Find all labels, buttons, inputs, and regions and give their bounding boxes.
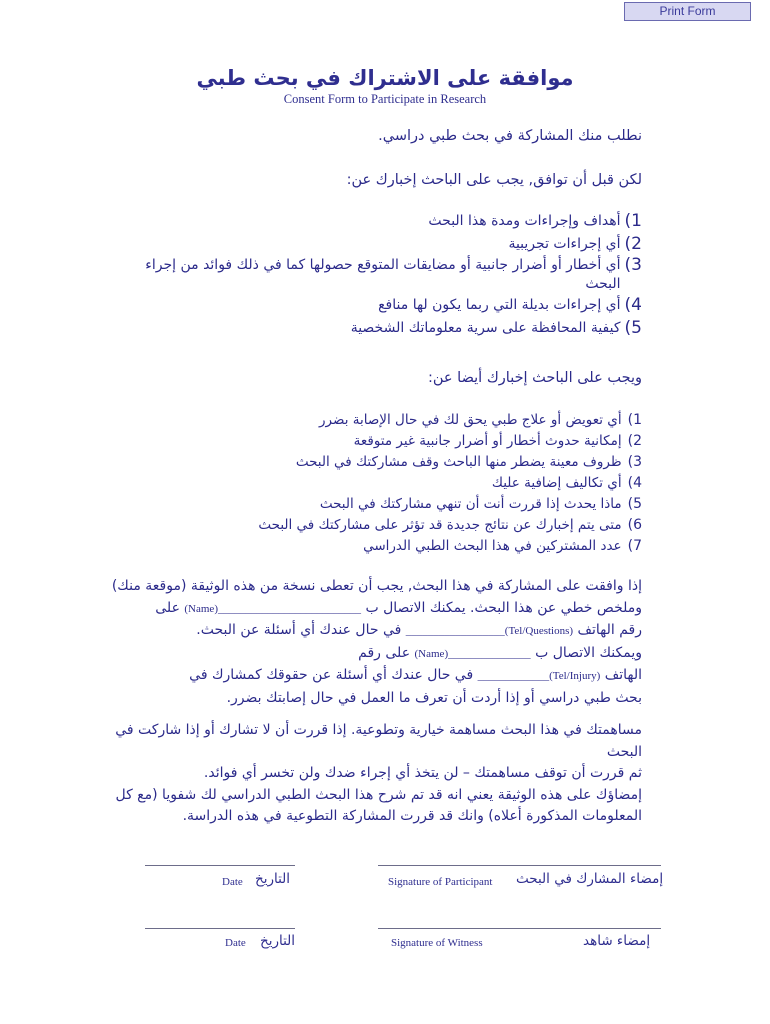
list-item — [132, 317, 642, 340]
questions-phone-field[interactable]: __________________(Tel/Questions) — [405, 625, 574, 637]
researcher-duties-list — [132, 210, 642, 340]
list-number: 2) — [627, 433, 642, 449]
list-item — [132, 256, 642, 294]
injury-phone-field[interactable]: _____________(Tel/Injury) — [477, 670, 601, 682]
list-number: 3) — [624, 255, 642, 275]
list-number: 6) — [627, 517, 642, 533]
list-item — [258, 515, 642, 536]
participant-signature-label-en: Signature of Participant — [388, 876, 493, 888]
list-item — [132, 210, 642, 233]
participant-signature-label-ar: إمضاء المشارك في البحث — [516, 871, 664, 887]
voluntary-paragraph — [82, 720, 642, 828]
contact-line: إذا وافقت على المشاركة في هذا البحث, يجب أن تعطى نسخة من هذه الوثيقة (موقعة منك) — [111, 578, 642, 594]
voluntary-line: مساهمتك في هذا البحث مساهمة خيارية وتطوعية. إذا قررت أن لا تشارك أو إذا شاركت في البحث — [115, 722, 642, 760]
voluntary-line: ثم قررت أن توقف مساهمتك – لن يتخذ أي إجراء ضدك ولن تخسر أي فوائد. — [203, 765, 642, 781]
list-number: 1) — [627, 412, 642, 428]
print-form-button[interactable]: Print Form — [624, 2, 751, 21]
list-number: 3) — [627, 454, 642, 470]
list-text: إمكانية حدوث أخطار أو أضرار جانبية غير متوقعة — [353, 433, 622, 449]
list-number: 5) — [624, 318, 642, 338]
list-text: أي أخطار أو أضرار جانبية أو مضايقات المتوقع حصولها كما في ذلك فوائد من إجراء البحث — [145, 257, 621, 292]
list-item — [132, 233, 642, 256]
additional-info-list — [258, 410, 642, 557]
contact-name-field[interactable]: (Name)__________________________ — [184, 602, 361, 615]
list-text: ظروف معينة يضطر منها الباحث وقف مشاركتك في البحث — [295, 454, 622, 470]
injury-contact-name-field[interactable]: (Name)_______________ — [414, 647, 531, 660]
list-item — [258, 536, 642, 557]
contact-paragraph — [82, 576, 642, 709]
list-item — [132, 294, 642, 317]
intro-also-tell: ويجب على الباحث إخبارك أيضا عن: — [427, 370, 642, 386]
witness-signature-line[interactable] — [378, 928, 661, 929]
voluntary-line: المعلومات المذكورة أعلاه) وانك قد قررت المشاركة التطوعية في هذه الدراسة. — [182, 808, 642, 824]
list-item — [258, 494, 642, 515]
witness-signature-label-ar: إمضاء شاهد — [583, 933, 651, 949]
list-number: 2) — [624, 234, 642, 254]
list-number: 4) — [627, 475, 642, 491]
date-label-en: Date — [222, 876, 243, 888]
witness-signature-label-en: Signature of Witness — [391, 937, 483, 949]
intro-request: نطلب منك المشاركة في بحث طبي دراسي. — [378, 128, 642, 144]
list-text: كيفية المحافظة على سرية معلوماتك الشخصية — [350, 320, 621, 336]
list-number: 1) — [624, 211, 642, 231]
page-subtitle: Consent Form to Participate in Research — [283, 92, 487, 106]
date-label-ar: التاريخ — [255, 871, 291, 887]
list-text: أي تكاليف إضافية عليك — [491, 475, 622, 491]
contact-line: رقم الهاتف __________________(Tel/Questions) في حال عندك أي أسئلة عن البحث. — [196, 622, 642, 638]
list-text: متى يتم إخبارك عن نتائج جديدة قد تؤثر على مشاركتك في البحث — [258, 517, 622, 533]
voluntary-line: إمضاؤك على هذه الوثيقة يعني انه قد تم شرح هذا البحث الطبي الدراسي لك شفويا (مع كل — [115, 786, 642, 803]
contact-line: الهاتف _____________(Tel/Injury) في حال عندك أي أسئلة عن حقوقك كمشارك في — [189, 667, 642, 683]
participant-signature-line[interactable] — [378, 865, 661, 866]
list-number: 5) — [627, 496, 642, 512]
page-title: موافقة على الاشتراك في بحث طبي — [196, 66, 574, 90]
list-text: ماذا يحدث إذا قررت أنت أن تنهي مشاركتك في البحث — [319, 496, 622, 512]
list-number: 7) — [627, 538, 642, 554]
participant-date-line[interactable] — [145, 865, 295, 866]
witness-date-line[interactable] — [145, 928, 295, 929]
list-text: عدد المشتركين في هذا البحث الطبي الدراسي — [363, 538, 622, 554]
list-item — [258, 431, 642, 452]
list-text: أي تعويض أو علاج طبي يحق لك في حال الإصابة بضرر — [319, 412, 622, 428]
contact-line: بحث طبي دراسي أو إذا أردت أن تعرف ما العمل في حال إصابتك بضرر. — [226, 689, 642, 706]
contact-line: ويمكنك الاتصال ب (Name)_______________ على رقم — [358, 644, 642, 661]
list-item — [258, 473, 642, 494]
list-text: أي إجراءات بديلة التي ربما يكون لها منافع — [378, 297, 621, 313]
list-text: أهداف وإجراءات ومدة هذا البحث — [428, 213, 621, 229]
list-number: 4) — [624, 295, 642, 315]
list-item — [258, 410, 642, 431]
intro-before-agree: لكن قبل أن توافق, يجب على الباحث إخبارك عن: — [346, 172, 642, 188]
list-text: أي إجراءات تجريبية — [508, 236, 621, 252]
contact-line: وملخص خطي عن هذا البحث. يمكنك الاتصال ب (Name)__________________________ على — [155, 599, 642, 616]
date-label-ar: التاريخ — [260, 933, 296, 949]
date-label-en: Date — [225, 937, 246, 949]
list-item — [258, 452, 642, 473]
